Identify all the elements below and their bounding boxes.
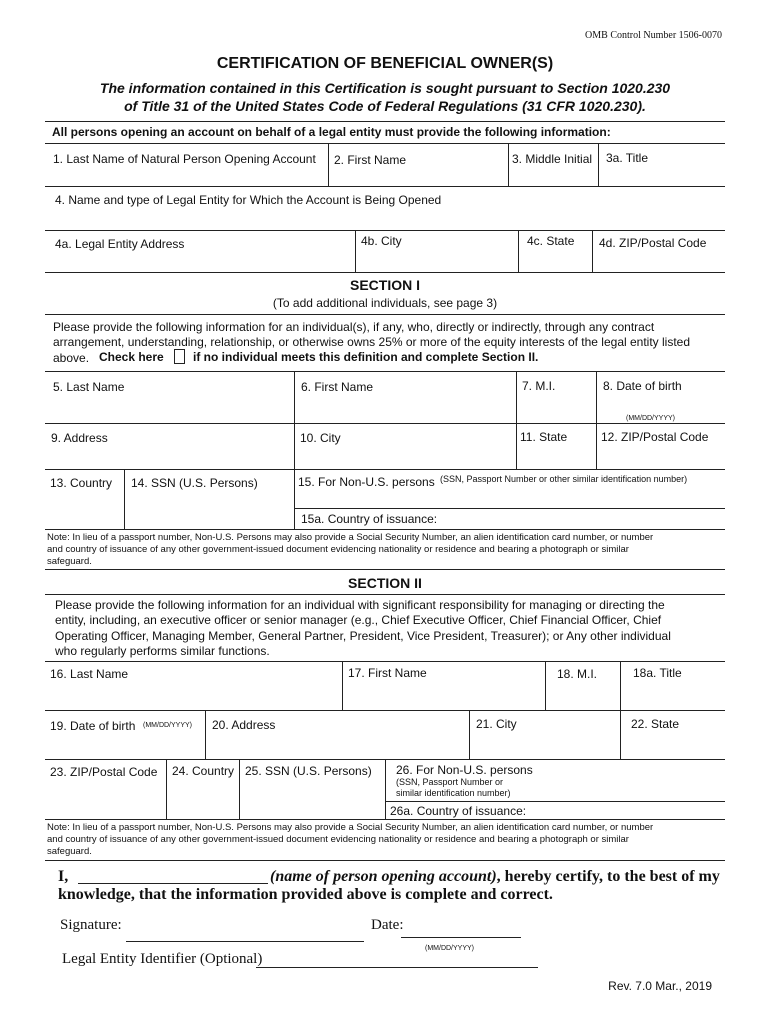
field-7-mi[interactable]: 7. M.I. bbox=[522, 379, 556, 393]
field-10-city[interactable]: 10. City bbox=[300, 431, 341, 445]
field-18a-title[interactable]: 18a. Title bbox=[633, 666, 682, 680]
field-4d-zip[interactable]: 4d. ZIP/Postal Code bbox=[599, 236, 707, 250]
field-13-country[interactable]: 13. Country bbox=[50, 476, 113, 490]
form-title: CERTIFICATION OF BENEFICIAL OWNER(S) bbox=[216, 55, 554, 72]
section-2-heading: SECTION II bbox=[348, 575, 422, 591]
signature-label: Signature: bbox=[60, 917, 122, 933]
dob-format-hint: (MM/DD/YYYY) bbox=[626, 415, 675, 422]
field-6-first-name[interactable]: 6. First Name bbox=[301, 380, 374, 394]
section-1-note-3: safeguard. bbox=[47, 556, 92, 567]
section-1-para-2: arrangement, understanding, relationship, or otherwise owns 25% or more of the equity interests of the legal entity listed bbox=[53, 335, 691, 349]
field-17-first-name[interactable]: 17. First Name bbox=[348, 666, 427, 680]
field-1-last-name[interactable]: 1. Last Name of Natural Person Opening Account bbox=[53, 152, 316, 166]
check-here-label: Check here bbox=[99, 350, 164, 364]
field-25-ssn[interactable]: 25. SSN (U.S. Persons) bbox=[245, 764, 372, 778]
cert-name-hint: (name of person opening account) bbox=[270, 868, 497, 885]
lei-line[interactable] bbox=[256, 967, 538, 968]
field-11-state[interactable]: 11. State bbox=[520, 430, 568, 444]
cert-i: I, bbox=[58, 868, 69, 885]
section-1-note-1: Note: In lieu of a passport number, Non-U.S. Persons may also provide a Social Security Number, an alien identification card number, or number bbox=[47, 532, 654, 543]
section-1-heading: SECTION I bbox=[349, 277, 420, 293]
field-26-note-1: (SSN, Passport Number or bbox=[396, 777, 504, 787]
check-here-instruction: if no individual meets this definition and complete Section II. bbox=[193, 350, 539, 364]
field-12-zip[interactable]: 12. ZIP/Postal Code bbox=[601, 430, 709, 444]
field-26a-country-issuance[interactable]: 26a. Country of issuance: bbox=[390, 804, 527, 818]
field-8-dob[interactable]: 8. Date of birth bbox=[603, 379, 682, 393]
field-5-last-name[interactable]: 5. Last Name bbox=[53, 380, 125, 394]
field-4-legal-entity[interactable]: 4. Name and type of Legal Entity for Which the Account is Being Opened bbox=[55, 193, 442, 207]
omb-control-number: OMB Control Number 1506-0070 bbox=[585, 30, 722, 41]
section-2-note-3: safeguard. bbox=[47, 846, 92, 857]
section-2-para-4: who regularly performs similar functions. bbox=[55, 644, 270, 658]
cert-certify-text: , hereby certify, to the best of my bbox=[496, 868, 720, 885]
section-1-note-2: and country of issuance of any other government-issued document evidencing nationality or residence and bearing a photograph or similar bbox=[47, 544, 629, 555]
field-23-zip[interactable]: 23. ZIP/Postal Code bbox=[50, 765, 158, 779]
section-2-para-2: entity, including, an executive officer or senior manager (e.g., Chief Executive Officer, Chief Financial Officer, Chief bbox=[55, 613, 662, 627]
date-format-hint: (MM/DD/YYYY) bbox=[425, 945, 474, 952]
section-2-para-1: Please provide the following information for an individual with significant responsibility for managing or directing the bbox=[55, 598, 665, 612]
section-1-para-above: above. bbox=[53, 351, 90, 365]
revision-label: Rev. 7.0 Mar., 2019 bbox=[608, 979, 712, 993]
section-1-para-1: Please provide the following information for an individual(s), if any, who, directly or indirectly, through any contract bbox=[53, 320, 655, 334]
no-individual-checkbox[interactable] bbox=[174, 349, 185, 364]
field-24-country[interactable]: 24. Country bbox=[172, 764, 235, 778]
section-1-subheading: (To add additional individuals, see page 3) bbox=[272, 296, 498, 310]
field-3-middle-initial[interactable]: 3. Middle Initial bbox=[512, 152, 593, 166]
field-4c-state[interactable]: 4c. State bbox=[527, 234, 575, 248]
cert-name-line[interactable] bbox=[78, 883, 268, 884]
date-line[interactable] bbox=[401, 937, 521, 938]
date-label: Date: bbox=[371, 917, 404, 933]
cert-statement-line-2: knowledge, that the information provided above is complete and correct. bbox=[58, 886, 553, 903]
field-15a-country-issuance[interactable]: 15a. Country of issuance: bbox=[301, 512, 438, 526]
field-9-address[interactable]: 9. Address bbox=[51, 431, 108, 445]
field-26-non-us-id[interactable]: 26. For Non-U.S. persons bbox=[396, 763, 533, 777]
field-3a-title[interactable]: 3a. Title bbox=[606, 151, 649, 165]
form-subtitle-1: The information contained in this Certification is sought pursuant to Section 1020.230 bbox=[99, 80, 671, 96]
field-4a-address[interactable]: 4a. Legal Entity Address bbox=[55, 237, 185, 251]
signature-line[interactable] bbox=[126, 941, 364, 942]
field-4b-city[interactable]: 4b. City bbox=[361, 234, 402, 248]
field-19-dob-format: (MM/DD/YYYY) bbox=[143, 722, 192, 729]
field-22-state[interactable]: 22. State bbox=[631, 717, 680, 731]
field-16-last-name[interactable]: 16. Last Name bbox=[50, 667, 129, 681]
field-15-non-us-id[interactable]: 15. For Non-U.S. persons bbox=[298, 475, 435, 489]
field-18-mi[interactable]: 18. M.I. bbox=[557, 667, 598, 681]
section-2-para-3: Operating Officer, Managing Member, General Partner, President, Vice President, Treasurer); or Any other individual bbox=[55, 629, 671, 643]
field-14-ssn[interactable]: 14. SSN (U.S. Persons) bbox=[131, 476, 258, 490]
field-20-address[interactable]: 20. Address bbox=[212, 718, 276, 732]
field-2-first-name[interactable]: 2. First Name bbox=[334, 153, 407, 167]
section-2-note-2: and country of issuance of any other government-issued document evidencing nationality or residence and bearing a photograph or similar bbox=[47, 834, 629, 845]
intro-text: All persons opening an account on behalf of a legal entity must provide the following information: bbox=[52, 125, 611, 139]
field-15-note: (SSN, Passport Number or other similar identification number) bbox=[440, 474, 688, 484]
form-subtitle-2: of Title 31 of the United States Code of Federal Regulations (31 CFR 1020.230). bbox=[124, 98, 646, 114]
field-21-city[interactable]: 21. City bbox=[476, 717, 517, 731]
cert-statement-line-1 bbox=[270, 868, 720, 886]
field-19-dob[interactable]: 19. Date of birth bbox=[50, 719, 136, 733]
field-26-note-2: similar identification number) bbox=[396, 788, 511, 798]
section-2-note-1: Note: In lieu of a passport number, Non-U.S. Persons may also provide a Social Security Number, an alien identification card number, or number bbox=[47, 822, 654, 833]
lei-label: Legal Entity Identifier (Optional) bbox=[62, 951, 263, 967]
